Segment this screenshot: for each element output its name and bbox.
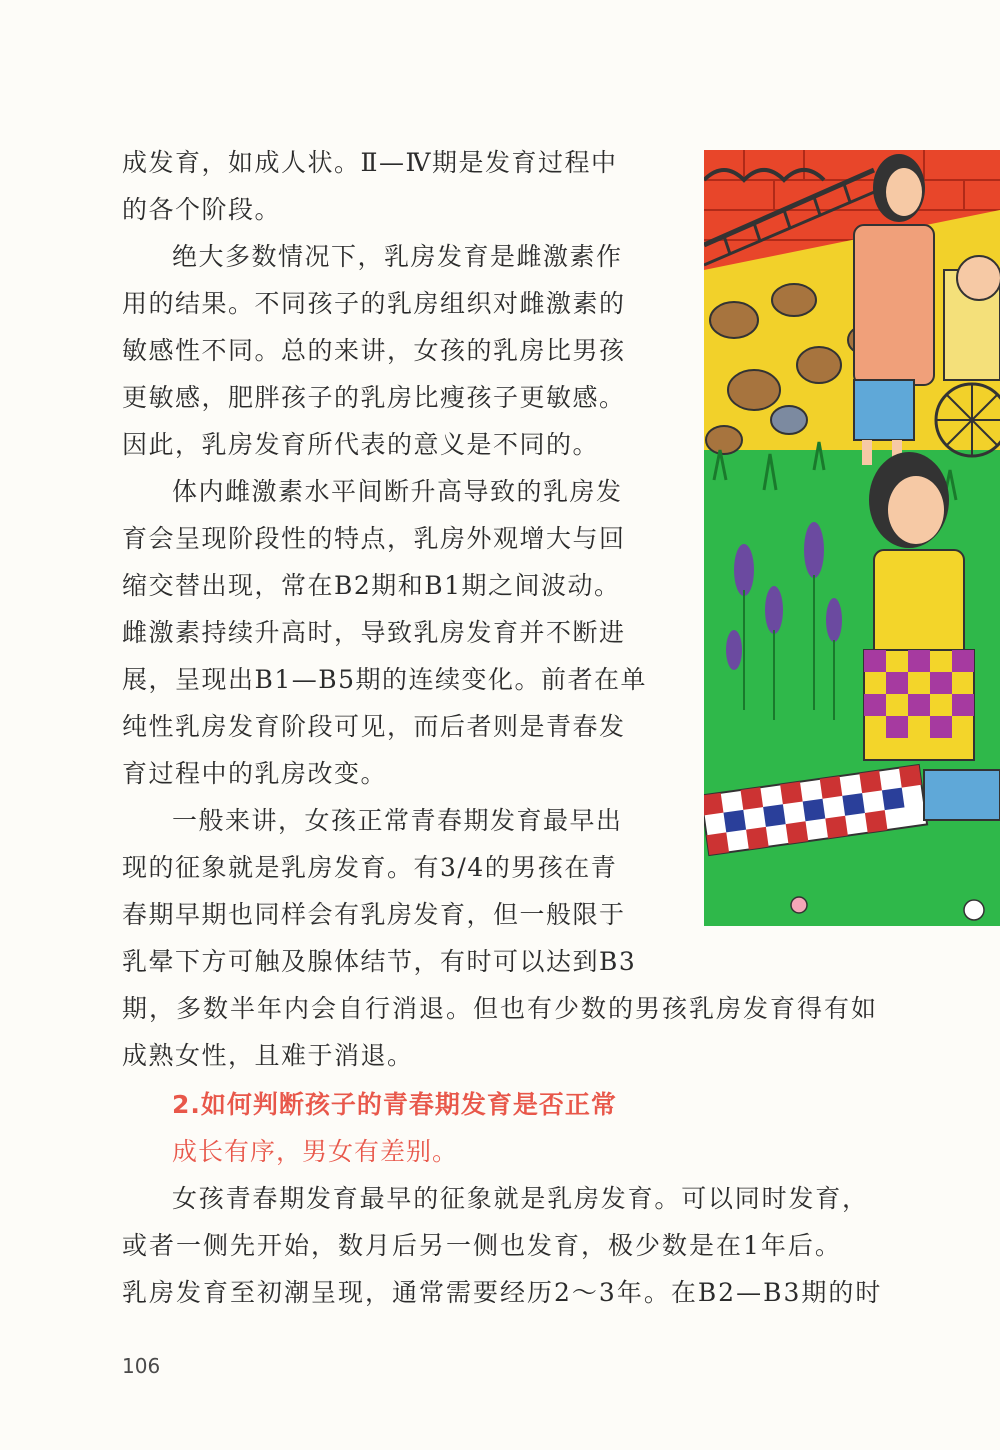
text-line: 雌激素持续升高时，导致乳房发育并不断进 bbox=[122, 618, 626, 647]
text-line: 春期早期也同样会有乳房发育，但一般限于 bbox=[122, 900, 626, 929]
text-line: 展，呈现出B1—B5期的连续变化。前者在单 bbox=[122, 665, 648, 694]
text-line: 育过程中的乳房改变。 bbox=[122, 759, 388, 788]
text-line: 或者一侧先开始，数月后另一侧也发育，极少数是在1年后。 bbox=[122, 1231, 842, 1260]
text-line: 绝大多数情况下，乳房发育是雌激素作 bbox=[172, 242, 623, 271]
section-subheading: 成长有序，男女有差别。 bbox=[172, 1137, 459, 1166]
text-line: 成发育，如成人状。Ⅱ—Ⅳ期是发育过程中 bbox=[122, 148, 618, 177]
text-line: 因此，乳房发育所代表的意义是不同的。 bbox=[122, 430, 600, 459]
text-line: 用的结果。不同孩子的乳房组织对雌激素的 bbox=[122, 289, 626, 318]
children-drawing-illustration bbox=[704, 150, 1000, 926]
text-line: 期，多数半年内会自行消退。但也有少数的男孩乳房发育得有如 bbox=[122, 994, 879, 1023]
page-number: 106 bbox=[122, 1354, 161, 1378]
section-heading: 2.如何判断孩子的青春期发育是否正常 bbox=[172, 1090, 617, 1119]
text-line: 乳房发育至初潮呈现，通常需要经历2～3年。在B2—B3期的时 bbox=[122, 1278, 883, 1307]
text-line: 育会呈现阶段性的特点，乳房外观增大与回 bbox=[122, 524, 626, 553]
text-line: 成熟女性，且难于消退。 bbox=[122, 1041, 414, 1070]
text-line: 更敏感，肥胖孩子的乳房比瘦孩子更敏感。 bbox=[122, 383, 626, 412]
text-line: 缩交替出现，常在B2期和B1期之间波动。 bbox=[122, 571, 621, 600]
text-line: 体内雌激素水平间断升高导致的乳房发 bbox=[172, 477, 623, 506]
text-line: 敏感性不同。总的来讲，女孩的乳房比男孩 bbox=[122, 336, 626, 365]
text-line: 的各个阶段。 bbox=[122, 195, 282, 224]
text-line: 纯性乳房发育阶段可见，而后者则是青春发 bbox=[122, 712, 626, 741]
text-line: 乳晕下方可触及腺体结节，有时可以达到B3 bbox=[122, 947, 637, 976]
text-line: 一般来讲，女孩正常青春期发育最早出 bbox=[172, 806, 623, 835]
text-line: 现的征象就是乳房发育。有3/4的男孩在青 bbox=[122, 853, 618, 882]
text-line: 女孩青春期发育最早的征象就是乳房发育。可以同时发育， bbox=[172, 1184, 869, 1213]
